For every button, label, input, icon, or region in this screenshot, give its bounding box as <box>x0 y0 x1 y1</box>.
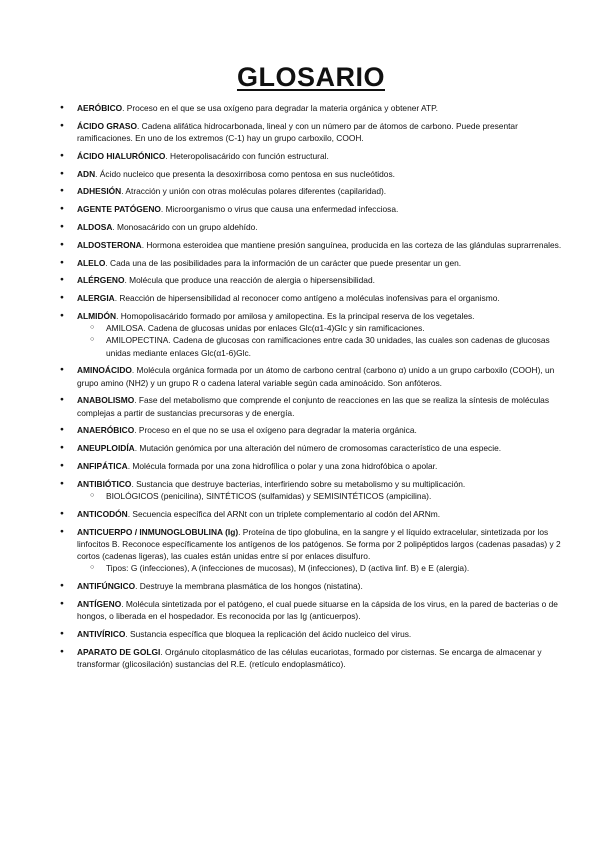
page-title: GLOSARIO <box>236 62 385 92</box>
glossary-term: ALERGIA <box>77 293 115 304</box>
glossary-definition: . Homopolisacárido formado por amilosa y amilopectina. Es la principal reserva de los vegetales. <box>116 310 475 321</box>
glossary-definition: . Proteína de tipo globulina, en la sangre y el líquido extracelular, sintetizada por los linfocitos B. Reconoce específicamente los antígenos de los patógenos. Se forma por 2 polipéptidos largos (cadenas pasadas) y 2 cortos (cadenas ligeras), las cuales están unidas entre sí por enlaces disulfuro. <box>77 526 561 561</box>
glossary-entry <box>60 526 562 575</box>
glossary-subitem: ○ BIOLÓGICOS (penicilina), SINTÉTICOS (sulfamidas) y SEMISINTÉTICOS (ampicilina). <box>90 490 562 502</box>
glossary-entry <box>60 394 562 418</box>
glossary-entry <box>60 442 562 454</box>
glossary-entry <box>60 292 562 304</box>
glossary-entry <box>60 598 562 622</box>
glossary-definition: . Mutación genómica por una alteración del número de cromosomas característico de una especie. <box>134 443 502 454</box>
glossary-sublist <box>77 562 562 574</box>
glossary-entry <box>60 150 562 162</box>
glossary-definition: . Molécula que produce una reacción de alergia o hipersensibilidad. <box>124 275 375 286</box>
glossary-term: AGENTE PATÓGENO <box>77 204 161 215</box>
glossary-term: ÁCIDO GRASO <box>77 120 138 131</box>
glossary-definition: . Hormona esteroidea que mantiene presión sanguínea, producida en las corteza de las glándulas suprarrenales. <box>141 239 562 250</box>
glossary-term: ANTIBIÓTICO <box>77 478 132 489</box>
glossary-term: AMINOÁCIDO <box>77 365 132 376</box>
glossary-term: ALMIDÓN <box>77 310 117 321</box>
glossary-subitem: ○ Tipos: G (infecciones), A (infecciones de mucosas), M (infecciones), D (activa linf. B) e E (alergia). <box>90 562 562 574</box>
glossary-term: ADHESIÓN <box>77 186 122 197</box>
glossary-term: AERÓBICO <box>77 103 123 113</box>
glossary-entry <box>60 310 562 359</box>
glossary-definition: . Ácido nucleico que presenta la desoxirribosa como pentosa en sus nucleótidos. <box>95 168 395 179</box>
glossary-term: ÁCIDO HIALURÓNICO <box>77 150 166 161</box>
glossary-term: ANTICUERPO / INMUNOGLOBULINA (Ig) <box>77 526 239 537</box>
glossary-entry <box>60 102 562 114</box>
glossary-definition: . Orgánulo citoplasmático de las células eucariotas, formado por cisternas. Se encarga de almacenar y transformar (glicosilación) sustancias del R.E. (retículo endoplasmático). <box>77 646 542 669</box>
glossary-term: ANTIVÍRICO <box>77 628 126 639</box>
glossary-entry <box>60 239 562 251</box>
glossary-term: ALDOSA <box>77 221 113 232</box>
glossary-definition: . Atracción y unión con otras moléculas polares diferentes (capilaridad). <box>121 186 387 197</box>
glossary-entry <box>60 508 562 520</box>
glossary-subitem: ○ AMILOSA. Cadena de glucosas unidas por enlaces Glc(α1-4)Glc y sin ramificaciones. <box>90 322 562 334</box>
glossary-definition: . Sustancia específica que bloquea la replicación del ácido nucleico del virus. <box>125 628 412 639</box>
glossary-term: ANAERÓBICO <box>77 425 135 436</box>
glossary-entry <box>60 274 562 286</box>
glossary-term: ADN <box>77 168 96 179</box>
glossary-sublist <box>77 490 562 502</box>
glossary-entry <box>60 628 562 640</box>
glossary-entry <box>60 460 562 472</box>
glossary-definition: . Microorganismo o virus que causa una enfermedad infecciosa. <box>160 204 399 215</box>
glossary-definition: . Sustancia que destruye bacterias, interfiriendo sobre su metabolismo y su multiplicación. <box>131 478 466 489</box>
glossary-entry <box>60 221 562 233</box>
glossary-entry <box>60 580 562 592</box>
glossary-definition: . Heteropolisacárido con función estructural. <box>165 150 329 161</box>
glossary-definition: . Fase del metabolismo que comprende el conjunto de reacciones en las que se realiza la síntesis de moléculas complejas a partir de sustancias precursoras y de energía. <box>77 395 550 418</box>
glossary-definition: . Proceso en el que no se usa el oxígeno para degradar la materia orgánica. <box>134 425 417 436</box>
glossary-entry <box>60 646 562 670</box>
glossary-subitem: ○ AMILOPECTINA. Cadena de glucosas con ramificaciones entre cada 30 unidades, las cuales son cadenas de glucosas unidas mediante enlaces Glc(α1-6)Glc. <box>90 334 562 358</box>
glossary-definition: . Cadena alifática hidrocarbonada, lineal y con un número par de átomos de carbono. Puede presentar ramificaciones. En uno de los extremos (C-1) hay un grupo carboxilo, COOH. <box>77 120 518 143</box>
glossary-term: ALÉRGENO <box>77 275 125 286</box>
glossary-definition: . Reacción de hipersensibilidad al reconocer como antígeno a moléculas inofensivas para el organismo. <box>114 293 500 304</box>
glossary-definition: . Molécula formada por una zona hidrofílica o polar y una zona hidrofóbica o apolar. <box>127 460 438 471</box>
glossary-entry <box>60 478 562 502</box>
glossary-term: ANTÍGENO <box>77 598 122 609</box>
glossary-term: APARATO DE GOLGI <box>77 646 161 657</box>
glossary-list <box>60 102 562 670</box>
glossary-entry <box>60 185 562 197</box>
glossary-term: ANABOLISMO <box>77 395 135 406</box>
glossary-term: ALELO <box>77 257 106 268</box>
glossary-entry <box>60 168 562 180</box>
glossary-definition: . Monosacárido con un grupo aldehído. <box>112 221 258 232</box>
glossary-term: ALDOSTERONA <box>77 239 142 250</box>
glossary-sublist <box>77 322 562 359</box>
glossary-entry <box>60 424 562 436</box>
glossary-definition: . Secuencia específica del ARNt con un triplete complementario al codón del ARNm. <box>127 508 441 519</box>
glossary-term: ANTIFÚNGICO <box>77 580 136 591</box>
glossary-definition: . Proceso en el que se usa oxígeno para degradar la materia orgánica y obtener ATP. <box>122 103 438 113</box>
glossary-entry <box>60 120 562 144</box>
glossary-entry <box>60 203 562 215</box>
glossary-entry <box>60 257 562 269</box>
glossary-definition: . Destruye la membrana plasmática de los hongos (nistatina). <box>135 580 363 591</box>
glossary-term: ANTICODÓN <box>77 508 128 519</box>
glossary-term: ANFIPÁTICA <box>77 460 128 471</box>
glossary-entry <box>60 364 562 388</box>
glossary-definition: . Molécula sintetizada por el patógeno, el cual puede situarse en la cápsida de los virus, en la pared de bacterias o de hongos, o liberada en el hospedador. Es reconocida por las Ig (anticuerpos). <box>77 598 558 621</box>
glossary-term: ANEUPLOIDÍA <box>77 443 135 454</box>
glossary-definition: . Cada una de las posibilidades para la información de un carácter que puede presentar un gen. <box>105 257 462 268</box>
glossary-definition: . Molécula orgánica formada por un átomo de carbono central (carbono α) unido a un grupo carboxilo (COOH), un grupo amino (NH2) y un grupo R o cadena lateral variable según cada aminoácido. Son anfóteros. <box>77 365 555 388</box>
